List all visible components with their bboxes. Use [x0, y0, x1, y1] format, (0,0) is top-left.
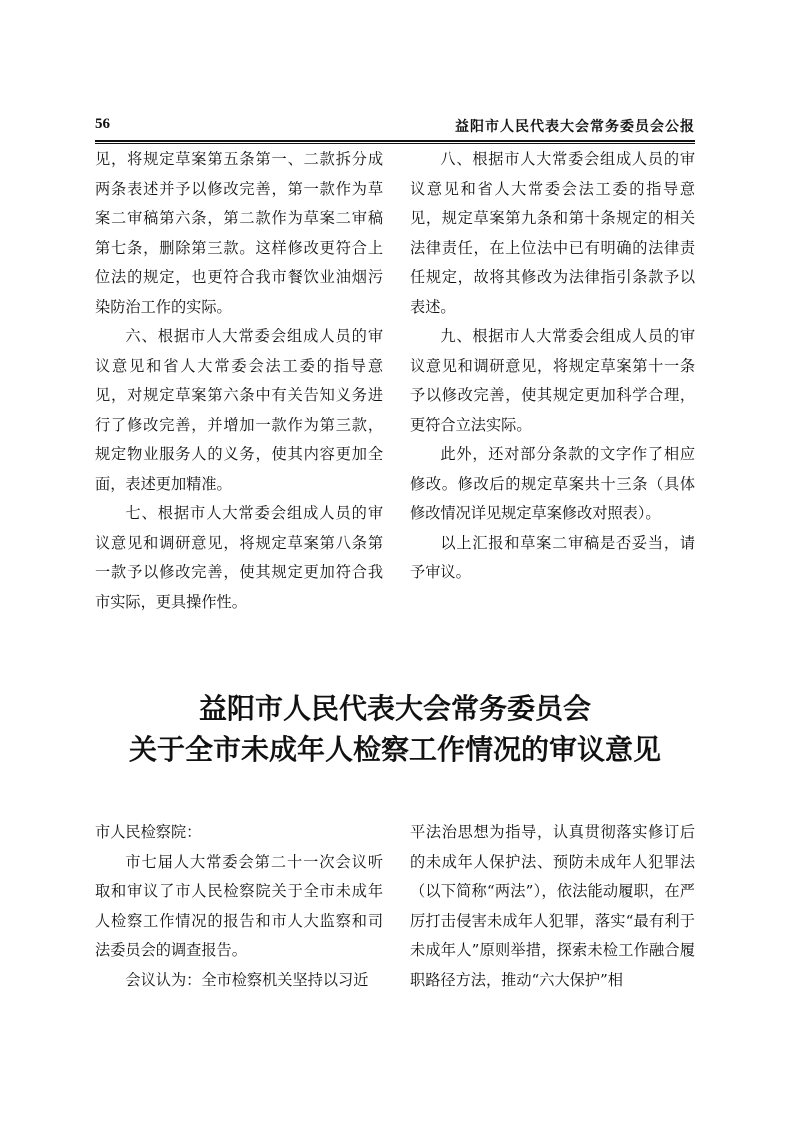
- top-right-column: [410, 145, 695, 588]
- article-title-line-1: 益阳市人民代表大会常务委员会: [198, 692, 591, 725]
- article-left-column: [95, 818, 383, 995]
- journal-title: 益阳市人民代表大会常务委员会公报: [455, 119, 695, 135]
- paragraph: 八、根据市人大常委会组成人员的审议意见和省人大常委会法工委的指导意见，规定草案第九条和第十条规定的相关法律责任，在上位法中已有明确的法律责任规定，故将其修改为法律指引条款予以表述。: [410, 150, 695, 316]
- salutation: 市人民检察院：: [95, 823, 202, 841]
- top-left-column: [95, 145, 383, 617]
- paragraph: 平法治思想为指导，认真贯彻落实修订后的未成年人保护法、预防未成年人犯罪法（以下简称“两法”），依法能动履职，在严厉打击侵害未成年人犯罪，落实“最有利于未成年人”原则举措，探索未检工作融合履职路径方法，推动“六大保护”相: [410, 823, 695, 989]
- page-number: 56: [95, 116, 110, 132]
- paragraph: 以上汇报和草案二审稿是否妥当，请予审议。: [410, 533, 695, 581]
- paragraph: 市七届人大常委会第二十一次会议听取和审议了市人民检察院关于全市未成年人检察工作情况的报告和市人大监察和司法委员会的调查报告。: [95, 852, 383, 959]
- article-title: [95, 688, 695, 770]
- page-header: [95, 116, 695, 136]
- paragraph: 六、根据市人大常委会组成人员的审议意见和省人大常委会法工委的指导意见，对规定草案第六条中有关告知义务进行了修改完善，并增加一款作为第三款，规定物业服务人的义务，使其内容更加全面，表述更加精准。: [95, 327, 383, 493]
- paragraph: 会议认为：全市检察机关坚持以习近: [125, 970, 369, 989]
- header-rule-thin: [95, 143, 695, 144]
- article-title-line-2: 关于全市未成年人检察工作情况的审议意见: [128, 733, 661, 766]
- paragraph: 七、根据市人大常委会组成人员的审议意见和调研意见，将规定草案第八条第一款予以修改完善，使其规定更加符合我市实际，更具操作性。: [95, 504, 383, 611]
- article-right-column: [410, 818, 695, 995]
- paragraph: 九、根据市人大常委会组成人员的审议意见和调研意见，将规定草案第十一条予以修改完善，使其规定更加科学合理，更符合立法实际。: [410, 327, 695, 434]
- paragraph: 此外，还对部分条款的文字作了相应修改。修改后的规定草案共十三条（具体修改情况详见规定草案修改对照表）。: [410, 445, 695, 522]
- paragraph: 见，将规定草案第五条第一、二款拆分成两条表述并予以修改完善，第一款作为草案二审稿第六条，第二款作为草案二审稿第七条，删除第三款。这样修改更符合上位法的规定，也更符合我市餐饮业油烟污染防治工作的实际。: [95, 150, 383, 316]
- header-rule: [95, 140, 695, 142]
